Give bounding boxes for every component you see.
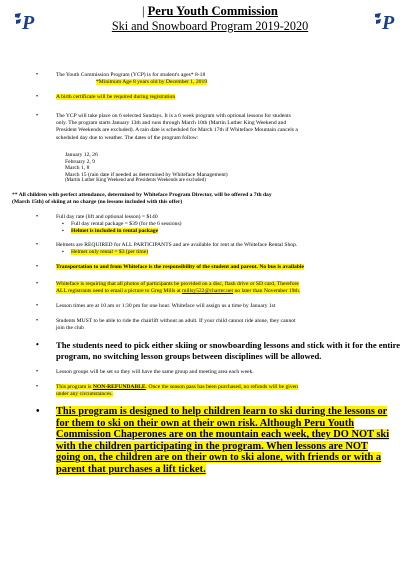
page-subtitle: Ski and Snowboard Program 2019-2020 (111, 19, 309, 33)
chairlift-line: join the club (56, 325, 84, 332)
refund-line2: under any circumstances. (56, 391, 113, 398)
ages-text: The Youth Commission Program (YCP) is for student's ages* 8-18 (56, 72, 206, 78)
bullet-icon: • (36, 340, 39, 349)
sundays-line: scheduled day due to weather. The dates of the program follow: (56, 134, 199, 141)
designed-line: for them to ski on their own at their own risk. Although Peru Youth (56, 417, 355, 429)
sundays-line: The YCP will take place on 6 selected Sundays. It is a 6 week program with optional lessons for students (56, 113, 291, 119)
refund-post: . Once the season pass has been purchased, no refunds will be given (145, 384, 298, 390)
birth-text: A birth certificate will be required during registration (56, 94, 176, 100)
bullet-icon: • (36, 369, 39, 375)
logo-glyph-left: P (22, 12, 35, 32)
pick-line: The students need to pick either skiing or snowboarding lessons and stick with it for the entire (56, 340, 401, 350)
bullet-icon: • (36, 384, 39, 390)
designed-line: going on, the children are on their own to ski alone, with friends or with a (56, 452, 382, 464)
designed-line: parent that purchases a lift ticket. (56, 463, 206, 475)
pick-line: program, no switching lesson groups between disciplines will be allowed. (56, 350, 322, 361)
email-link[interactable]: millsy522@charter.net (182, 288, 234, 295)
transport-text: Transportation to and from Whiteface is the responsibility of the student and parent. No bus is available (56, 264, 304, 270)
bullet-icon: • (36, 214, 39, 220)
designed-line: with the children participating in the program. When lessons are NOT (56, 440, 368, 452)
square-bullet-icon: ▪ (62, 229, 64, 234)
date-line: February 2, 9 (65, 158, 95, 165)
lesson-times-text: Lesson times are at 10 am or 1:30 pm for one hour. Whiteface will assign us a time by January 1st (56, 303, 276, 309)
rental-text: Full day rental package = $39 (for the 6 sessions) (71, 221, 182, 227)
photos-line: Whiteface is requiring that all photos of participants be provided on a disc, flash drive or SD card, Therefore (56, 281, 299, 287)
attendance-note (12, 192, 412, 206)
attendance-line: (March 15th) of skiing at no charge (no lessons included with this offer) (12, 199, 183, 206)
bullet-icon: • (36, 242, 39, 248)
helmet-included-text: Helmet is included in rental package (71, 228, 159, 234)
helmet-rental-text: Helmet only rental = $3 (per time) (71, 249, 149, 255)
refund-pre: This program is (56, 384, 93, 390)
bullet-icon: • (36, 406, 40, 417)
bullet-icon: • (36, 281, 39, 287)
sundays-line: President Weekends are excluded). A rain date is scheduled for March 17th if Whiteface Mountain cancels a (56, 127, 298, 134)
sundays-line: only. The program starts January 13th and runs through March 10th (Martin Luther King Weekend and (56, 120, 287, 127)
full-day-text: Full day rate (lift and optional lesson) = $140 (56, 214, 158, 220)
helmets-text: Helmets are REQUIRED for ALL PARTICIPANTS and are available for rent at the Whiteface Rental Shop. (56, 242, 298, 248)
peru-logo-left-icon (14, 10, 40, 32)
photos-line-pre: ALL registrants need to email a picture to Greg Mills at (56, 288, 183, 295)
designed-line: Commission Chaperones are on the mountain each week, they DO NOT ski (56, 429, 390, 441)
photos-line-post: no later than November 19th. (233, 288, 301, 295)
document-header (60, 4, 360, 34)
groups-text: Lesson groups will be set so they will have the same group and meeting area each week. (56, 369, 254, 375)
bullet-icon: • (36, 264, 39, 270)
date-line: (Martin Luther King Weekend and Presidents Weekends are excluded) (65, 178, 206, 184)
refund-emphasis: NON-REFUNDABLE (92, 384, 146, 390)
chairlift-line: Students MUST to be able to ride the chairlift without an adult. If your child cannot ride alone, they cannot (56, 318, 296, 324)
date-line: March 1, 8 (65, 165, 90, 172)
bullet-icon: • (36, 303, 39, 309)
bullet-icon: • (36, 318, 39, 324)
date-line: March 15 (rain date if needed as determined by Whiteface Management) (65, 171, 228, 178)
square-bullet-icon: ▪ (62, 250, 64, 255)
ages-note: *Minimum Age 8 years old by December 1, 2019 (96, 79, 208, 86)
logo-glyph-right: P (382, 12, 395, 32)
date-line: January 12, 26 (65, 152, 98, 158)
bullet-icon: • (36, 72, 39, 78)
bullet-icon: • (36, 113, 39, 119)
bullet-icon: • (36, 94, 39, 100)
peru-logo-right-icon (374, 10, 400, 32)
designed-line: This program is designed to help children learn to ski during the lessons or (56, 406, 388, 417)
page-title: | Peru Youth Commission (142, 4, 278, 18)
attendance-line: ** All children with perfect attendance, determined by Whiteface Program Director, will be offered a 7th day (12, 192, 272, 198)
dates-list (65, 152, 405, 185)
title-text: Peru Youth Commission (147, 4, 278, 18)
square-bullet-icon: ▪ (62, 222, 64, 227)
